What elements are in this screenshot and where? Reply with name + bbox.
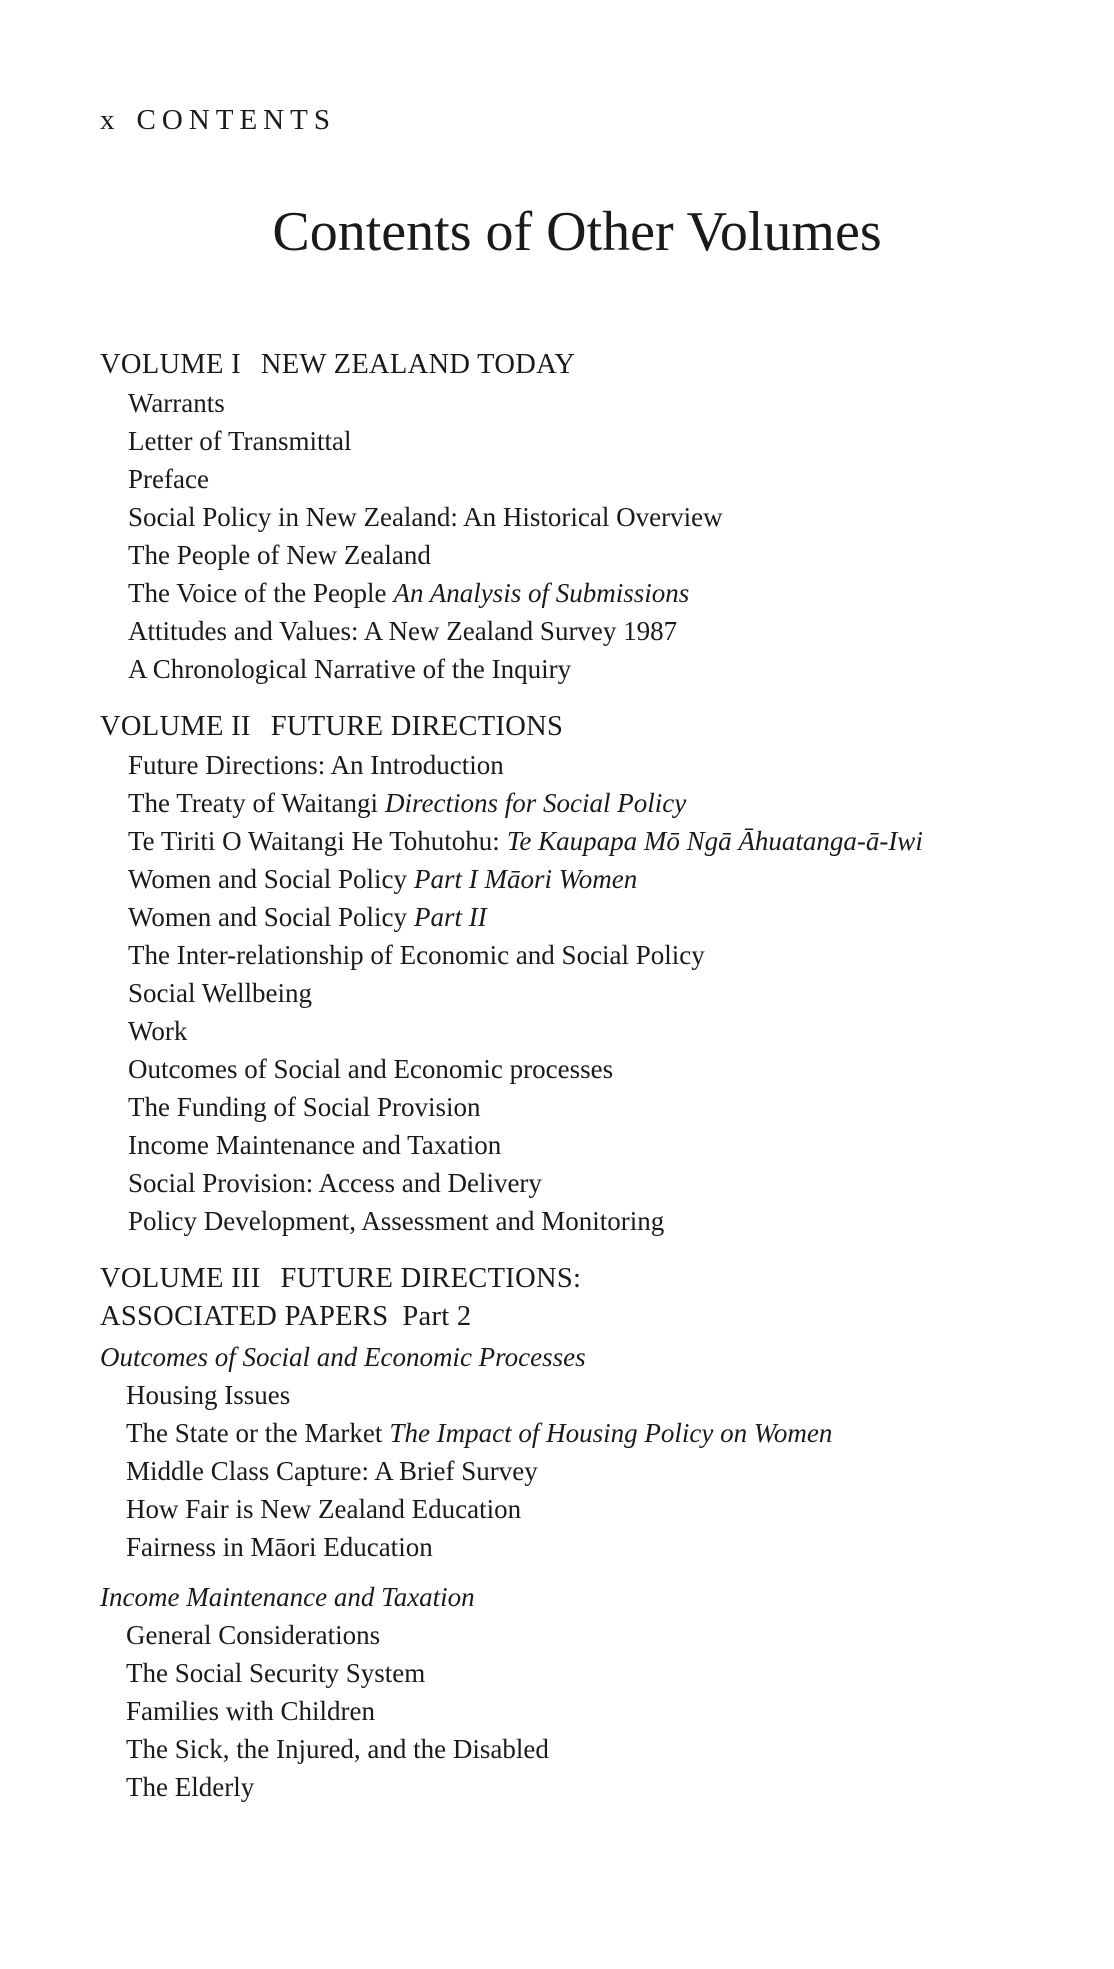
entry-title: General Considerations	[126, 1620, 381, 1650]
list-item	[100, 1452, 1080, 1490]
entry-title: Social Wellbeing	[128, 978, 313, 1008]
volume-number: VOLUME I	[100, 349, 241, 380]
entry-title: The Treaty of Waitangi	[128, 788, 379, 818]
list-item	[100, 1490, 1080, 1528]
entry-title: Preface	[128, 464, 209, 494]
entry-subtitle: The Impact of Housing Policy on Women	[389, 1418, 833, 1448]
section-heading: Outcomes of Social and Economic Processes	[100, 1342, 586, 1372]
list-item	[100, 1012, 1080, 1050]
list-item	[100, 612, 1080, 650]
entry-title: Fairness in Māori Education	[126, 1532, 433, 1562]
entry-title: How Fair is New Zealand Education	[126, 1494, 522, 1524]
volume-name: NEW ZEALAND TODAY	[260, 349, 576, 380]
running-head-label: CONTENTS	[136, 104, 336, 136]
entry-subtitle: Part I Māori Women	[414, 864, 638, 894]
list-item	[100, 1164, 1080, 1202]
list-item	[100, 822, 1080, 860]
entry-title: Social Policy in New Zealand: An Historical Overview	[128, 502, 723, 532]
entry-title: The State or the Market	[126, 1418, 383, 1448]
list-item	[100, 536, 1080, 574]
page-title: Contents of Other Volumes	[272, 201, 882, 263]
list-item	[100, 1616, 1080, 1654]
volume-heading	[100, 346, 1080, 384]
entry-title: A Chronological Narrative of the Inquiry	[128, 654, 572, 684]
list-item	[100, 498, 1080, 536]
volume-1	[100, 346, 1080, 688]
list-item	[100, 574, 1080, 612]
list-item	[100, 1376, 1080, 1414]
entry-title: Policy Development, Assessment and Monitoring	[128, 1206, 665, 1236]
entry-title: The Elderly	[126, 1772, 255, 1802]
volume-2	[100, 708, 1080, 1240]
section-income-maintenance	[100, 1578, 1080, 1806]
volume-heading-line-2	[100, 1298, 1080, 1336]
volume-part: Part 2	[402, 1301, 472, 1332]
list-item	[100, 1528, 1080, 1566]
list-item	[100, 1692, 1080, 1730]
volume-heading	[100, 1260, 1080, 1298]
volume-name: FUTURE DIRECTIONS	[270, 711, 564, 742]
list-item	[100, 898, 1080, 936]
volume-number: VOLUME II	[100, 711, 251, 742]
volume-number: VOLUME III	[100, 1263, 261, 1294]
running-head	[100, 104, 336, 137]
entry-title: Income Maintenance and Taxation	[128, 1130, 502, 1160]
list-item	[100, 1050, 1080, 1088]
volume-3	[100, 1260, 1080, 1806]
volume-name: FUTURE DIRECTIONS:	[280, 1263, 582, 1294]
entry-title: Women and Social Policy	[128, 864, 408, 894]
entry-title: Social Provision: Access and Delivery	[128, 1168, 542, 1198]
list-item	[100, 1088, 1080, 1126]
entry-title: The Sick, the Injured, and the Disabled	[126, 1734, 549, 1764]
list-item	[100, 974, 1080, 1012]
list-item	[100, 1654, 1080, 1692]
entry-title: Future Directions: An Introduction	[128, 750, 504, 780]
entry-subtitle: Directions for Social Policy	[385, 788, 687, 818]
list-item	[100, 1730, 1080, 1768]
contents-list	[100, 346, 1080, 1826]
entry-title: The Funding of Social Provision	[128, 1092, 481, 1122]
list-item	[100, 1768, 1080, 1806]
entry-title: The People of New Zealand	[128, 540, 431, 570]
entry-title: Letter of Transmittal	[128, 426, 352, 456]
entry-title: The Voice of the People	[128, 578, 387, 608]
entry-title: Families with Children	[126, 1696, 375, 1726]
entry-title: Women and Social Policy	[128, 902, 408, 932]
entry-subtitle: An Analysis of Submissions	[393, 578, 690, 608]
entry-title: Outcomes of Social and Economic processes	[128, 1054, 614, 1084]
entry-title: Attitudes and Values: A New Zealand Survey 1987	[128, 616, 678, 646]
list-item	[100, 422, 1080, 460]
list-item	[100, 784, 1080, 822]
entry-subtitle: Te Kaupapa Mō Ngā Āhuatanga-ā-Iwi	[506, 826, 923, 856]
entry-subtitle: Part II	[414, 902, 487, 932]
list-item	[100, 936, 1080, 974]
list-item	[100, 1414, 1080, 1452]
list-item	[100, 1126, 1080, 1164]
list-item	[100, 860, 1080, 898]
entry-title: Warrants	[128, 388, 225, 418]
entry-title: The Inter-relationship of Economic and Social Policy	[128, 940, 705, 970]
entry-title: Middle Class Capture: A Brief Survey	[126, 1456, 538, 1486]
entry-title: Housing Issues	[126, 1380, 291, 1410]
section-heading: Income Maintenance and Taxation	[100, 1582, 475, 1612]
list-item	[100, 384, 1080, 422]
list-item	[100, 650, 1080, 688]
volume-name-2: ASSOCIATED PAPERS	[100, 1301, 389, 1332]
list-item	[100, 460, 1080, 498]
list-item	[100, 1202, 1080, 1240]
page-folio: x	[100, 104, 115, 136]
entry-title: Work	[128, 1016, 188, 1046]
section-outcomes	[100, 1338, 1080, 1566]
entry-title: Te Tiriti O Waitangi He Tohutohu:	[128, 826, 500, 856]
volume-heading	[100, 708, 1080, 746]
entry-title: The Social Security System	[126, 1658, 426, 1688]
list-item	[100, 746, 1080, 784]
